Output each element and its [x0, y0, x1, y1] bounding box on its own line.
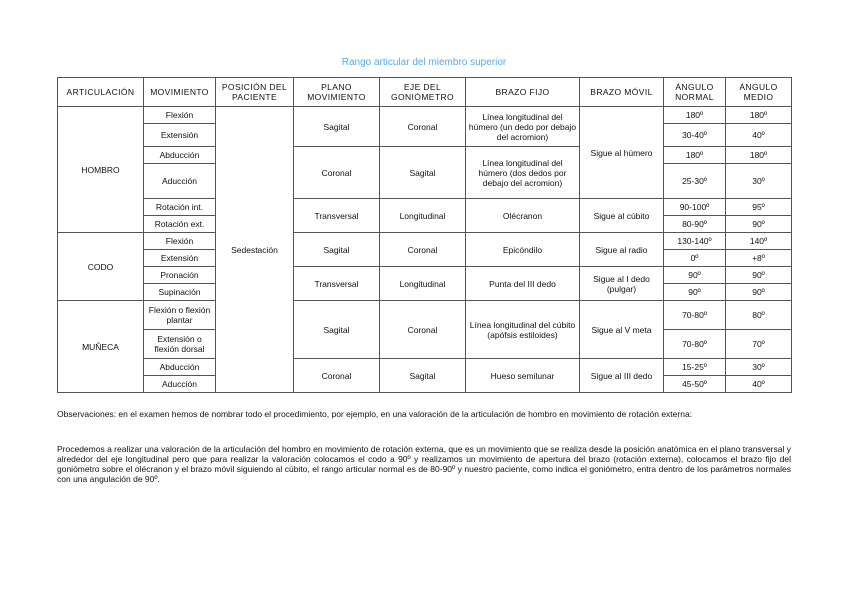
brazo-movil-cell: Sigue al III dedo [580, 359, 664, 393]
movement-cell: Flexión o flexión plantar [144, 301, 216, 330]
angulo-normal-cell: 90º [664, 284, 726, 301]
movement-cell: Aducción [144, 376, 216, 393]
movement-cell: Extensión [144, 250, 216, 267]
angulo-normal-cell: 180º [664, 147, 726, 164]
angulo-normal-cell: 180º [664, 107, 726, 124]
joint-muneca: MUÑECA [58, 301, 144, 393]
angulo-normal-cell: 0º [664, 250, 726, 267]
posicion-cell: Sedestación [216, 107, 294, 393]
angulo-normal-cell: 45-50º [664, 376, 726, 393]
header-row [58, 78, 792, 107]
example-paragraph: Procedemos a realizar una valoración de la articulación del hombro en movimiento de rotación externa, que es un movimiento que se realiza desde la posición anatómica en el plano transversal y alrededor del eje longitudinal pero que para realizar la valoración colocamos el codo a 90º y realizamos un movimiento de apertura del brazo (rotación externa), colocamos el brazo fijo del goniómetro sobre el olécranon y el brazo móvil siguiendo al cúbito, el rango articular normal es de 80-90º y nuestro paciente, como indica el goniómetro, entra dentro de los parámetros normales con una angulación de 90º. [57, 444, 791, 484]
brazo-movil-cell: Sigue al cúbito [580, 199, 664, 233]
movement-cell: Flexión [144, 107, 216, 124]
table-row [58, 301, 792, 330]
brazo-movil-cell: Sigue al V meta [580, 301, 664, 359]
eje-cell: Coronal [380, 301, 466, 359]
angulo-medio-cell: 180º [726, 107, 792, 124]
header-brazo-movil: BRAZO MÓVIL [580, 78, 664, 107]
movement-cell: Supinación [144, 284, 216, 301]
angulo-medio-cell: 30º [726, 359, 792, 376]
eje-cell: Coronal [380, 233, 466, 267]
movement-cell: Rotación int. [144, 199, 216, 216]
plano-cell: Sagital [294, 233, 380, 267]
brazo-fijo-cell: Olécranon [466, 199, 580, 233]
brazo-movil-cell: Sigue al I dedo (pulgar) [580, 267, 664, 301]
plano-cell: Sagital [294, 301, 380, 359]
table-row [58, 199, 792, 216]
plano-cell: Sagital [294, 107, 380, 147]
angulo-normal-cell: 70-80º [664, 301, 726, 330]
header-articulacion: ARTICULACIÓN [58, 78, 144, 107]
plano-cell: Transversal [294, 199, 380, 233]
eje-cell: Longitudinal [380, 267, 466, 301]
brazo-fijo-cell: Punta del III dedo [466, 267, 580, 301]
header-eje: EJE DEL GONIÓMETRO [380, 78, 466, 107]
angulo-medio-cell: 40º [726, 376, 792, 393]
movement-cell: Extensión o flexión dorsal [144, 330, 216, 359]
plano-cell: Coronal [294, 359, 380, 393]
header-brazo-fijo: BRAZO FIJO [466, 78, 580, 107]
observaciones-paragraph: Observaciones: en el examen hemos de nombrar todo el procedimiento, por ejemplo, en una valoración de la articulación de hombro en movimiento de rotación externa: [57, 409, 693, 419]
table-row [58, 147, 792, 164]
movement-cell: Aducción [144, 164, 216, 199]
page-title: Rango articular del miembro superior [341, 57, 507, 68]
angulo-medio-cell: 40º [726, 124, 792, 147]
movement-cell: Abducción [144, 359, 216, 376]
header-plano: PLANO MOVIMIENTO [294, 78, 380, 107]
angulo-normal-cell: 25-30º [664, 164, 726, 199]
joint-codo: CODO [58, 233, 144, 301]
angulo-medio-cell: 70º [726, 330, 792, 359]
table-row [58, 107, 792, 124]
brazo-fijo-cell: Línea longitudinal del húmero (dos dedos por debajo del acromion) [466, 147, 580, 199]
header-angulo-normal: ÁNGULO NORMAL [664, 78, 726, 107]
brazo-fijo-cell: Hueso semilunar [466, 359, 580, 393]
angulo-medio-cell: 140º [726, 233, 792, 250]
brazo-fijo-cell: Línea longitudinal del cúbito (apófsis estiloides) [466, 301, 580, 359]
range-of-motion-table [57, 77, 792, 393]
angulo-medio-cell: +8º [726, 250, 792, 267]
angulo-normal-cell: 80-90º [664, 216, 726, 233]
movement-cell: Flexión [144, 233, 216, 250]
eje-cell: Sagital [380, 147, 466, 199]
joint-hombro: HOMBRO [58, 107, 144, 233]
brazo-fijo-cell: Epicóndilo [466, 233, 580, 267]
angulo-medio-cell: 90º [726, 267, 792, 284]
angulo-normal-cell: 90-100º [664, 199, 726, 216]
header-posicion: POSICIÓN DEL PACIENTE [216, 78, 294, 107]
movement-cell: Pronación [144, 267, 216, 284]
angulo-normal-cell: 70-80º [664, 330, 726, 359]
angulo-medio-cell: 180º [726, 147, 792, 164]
angulo-medio-cell: 80º [726, 301, 792, 330]
eje-cell: Longitudinal [380, 199, 466, 233]
movement-cell: Abducción [144, 147, 216, 164]
eje-cell: Coronal [380, 107, 466, 147]
brazo-movil-cell: Sigue al radio [580, 233, 664, 267]
movement-cell: Rotación ext. [144, 216, 216, 233]
table-row [58, 359, 792, 376]
angulo-normal-cell: 15-25º [664, 359, 726, 376]
eje-cell: Sagital [380, 359, 466, 393]
angulo-normal-cell: 130-140º [664, 233, 726, 250]
angulo-medio-cell: 90º [726, 284, 792, 301]
brazo-fijo-cell: Línea longitudinal del húmero (un dedo por debajo del acromion) [466, 107, 580, 147]
plano-cell: Transversal [294, 267, 380, 301]
movement-cell: Extensión [144, 124, 216, 147]
table-row [58, 233, 792, 250]
angulo-normal-cell: 30-40º [664, 124, 726, 147]
angulo-medio-cell: 30º [726, 164, 792, 199]
header-movimiento: MOVIMIENTO [144, 78, 216, 107]
table-row [58, 267, 792, 284]
angulo-medio-cell: 95º [726, 199, 792, 216]
plano-cell: Coronal [294, 147, 380, 199]
header-angulo-medio: ÁNGULO MEDIO [726, 78, 792, 107]
angulo-medio-cell: 90º [726, 216, 792, 233]
brazo-movil-cell: Sigue al húmero [580, 107, 664, 199]
angulo-normal-cell: 90º [664, 267, 726, 284]
